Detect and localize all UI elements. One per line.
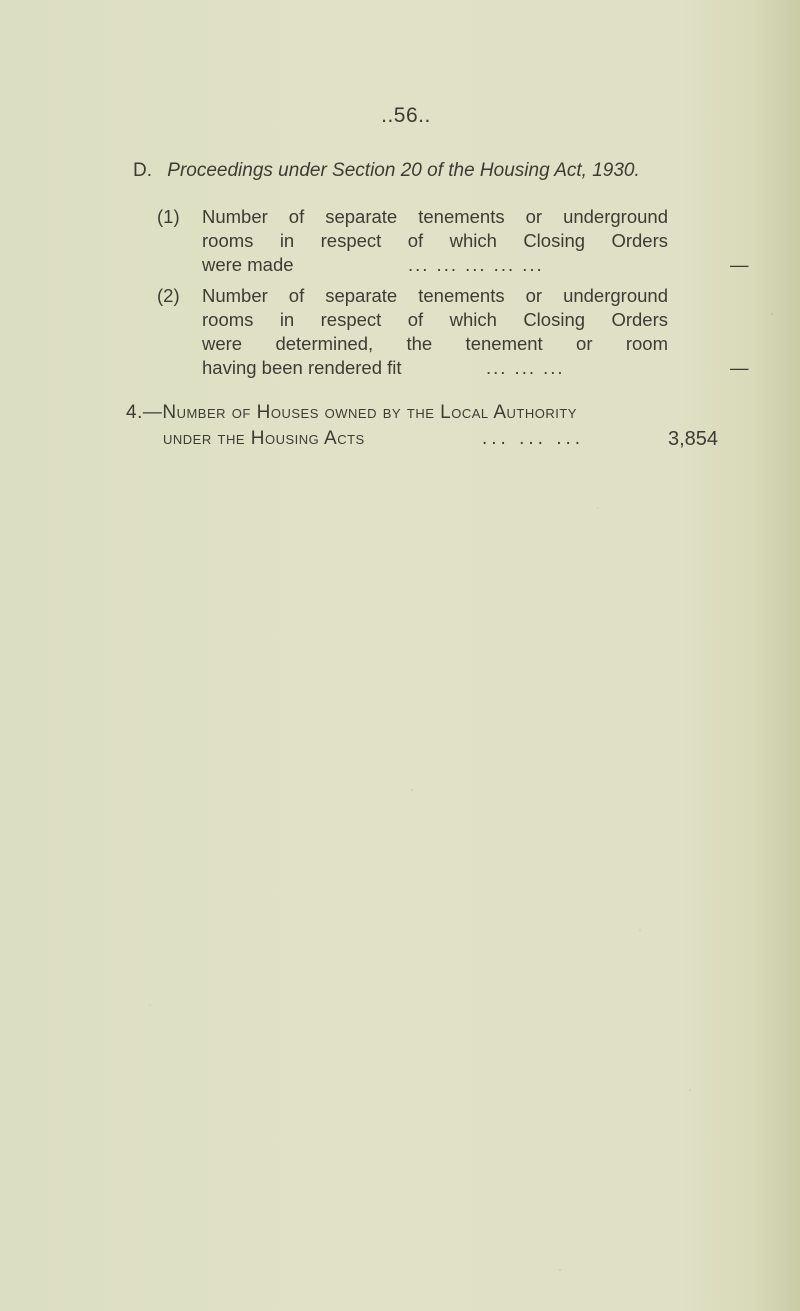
dot-leader: ... ... ... ... ... — [408, 254, 544, 275]
section-title: Proceedings under Section 20 of the Housing Act, 1930. — [167, 160, 640, 181]
total-value: 3,854 — [668, 428, 719, 450]
page-number: ..56.. — [381, 104, 431, 127]
item-text-line: Number of separate tenements or underground — [202, 285, 668, 306]
item-text-line: were determined, the tenement or room — [202, 333, 668, 354]
total-label-continued: under the Housing Acts — [163, 428, 365, 449]
total-label: —Number of Houses owned by the Local Authority — [142, 402, 577, 423]
total-number: 4. — [126, 402, 143, 423]
item-value: — — [730, 254, 749, 275]
total-line-2 — [126, 426, 585, 452]
dot-leader: ... ... ... — [482, 428, 585, 449]
item-text-line: Number of separate tenements or underground — [202, 206, 668, 227]
item-text-line: rooms in respect of which Closing Orders — [202, 230, 668, 251]
total-line-1 — [126, 400, 577, 426]
item-text-line: rooms in respect of which Closing Orders — [202, 309, 668, 330]
item-number: (1) — [157, 206, 180, 227]
item-text-line-last — [202, 356, 668, 380]
item-text-fragment: having been rendered fit — [202, 357, 402, 378]
item-text-line-last — [202, 253, 668, 277]
item-number: (2) — [157, 285, 180, 306]
section-heading — [133, 160, 640, 182]
item-text — [202, 205, 668, 277]
item-text — [202, 284, 668, 380]
list-item-closing-orders-made — [157, 205, 749, 277]
section-letter: D. — [133, 160, 152, 181]
item-text-fragment: were made — [202, 254, 294, 275]
total-houses-owned — [126, 400, 719, 452]
dot-leader: ... ... ... — [486, 357, 565, 378]
list-item-closing-orders-determined — [157, 284, 749, 380]
item-value: — — [730, 357, 749, 378]
